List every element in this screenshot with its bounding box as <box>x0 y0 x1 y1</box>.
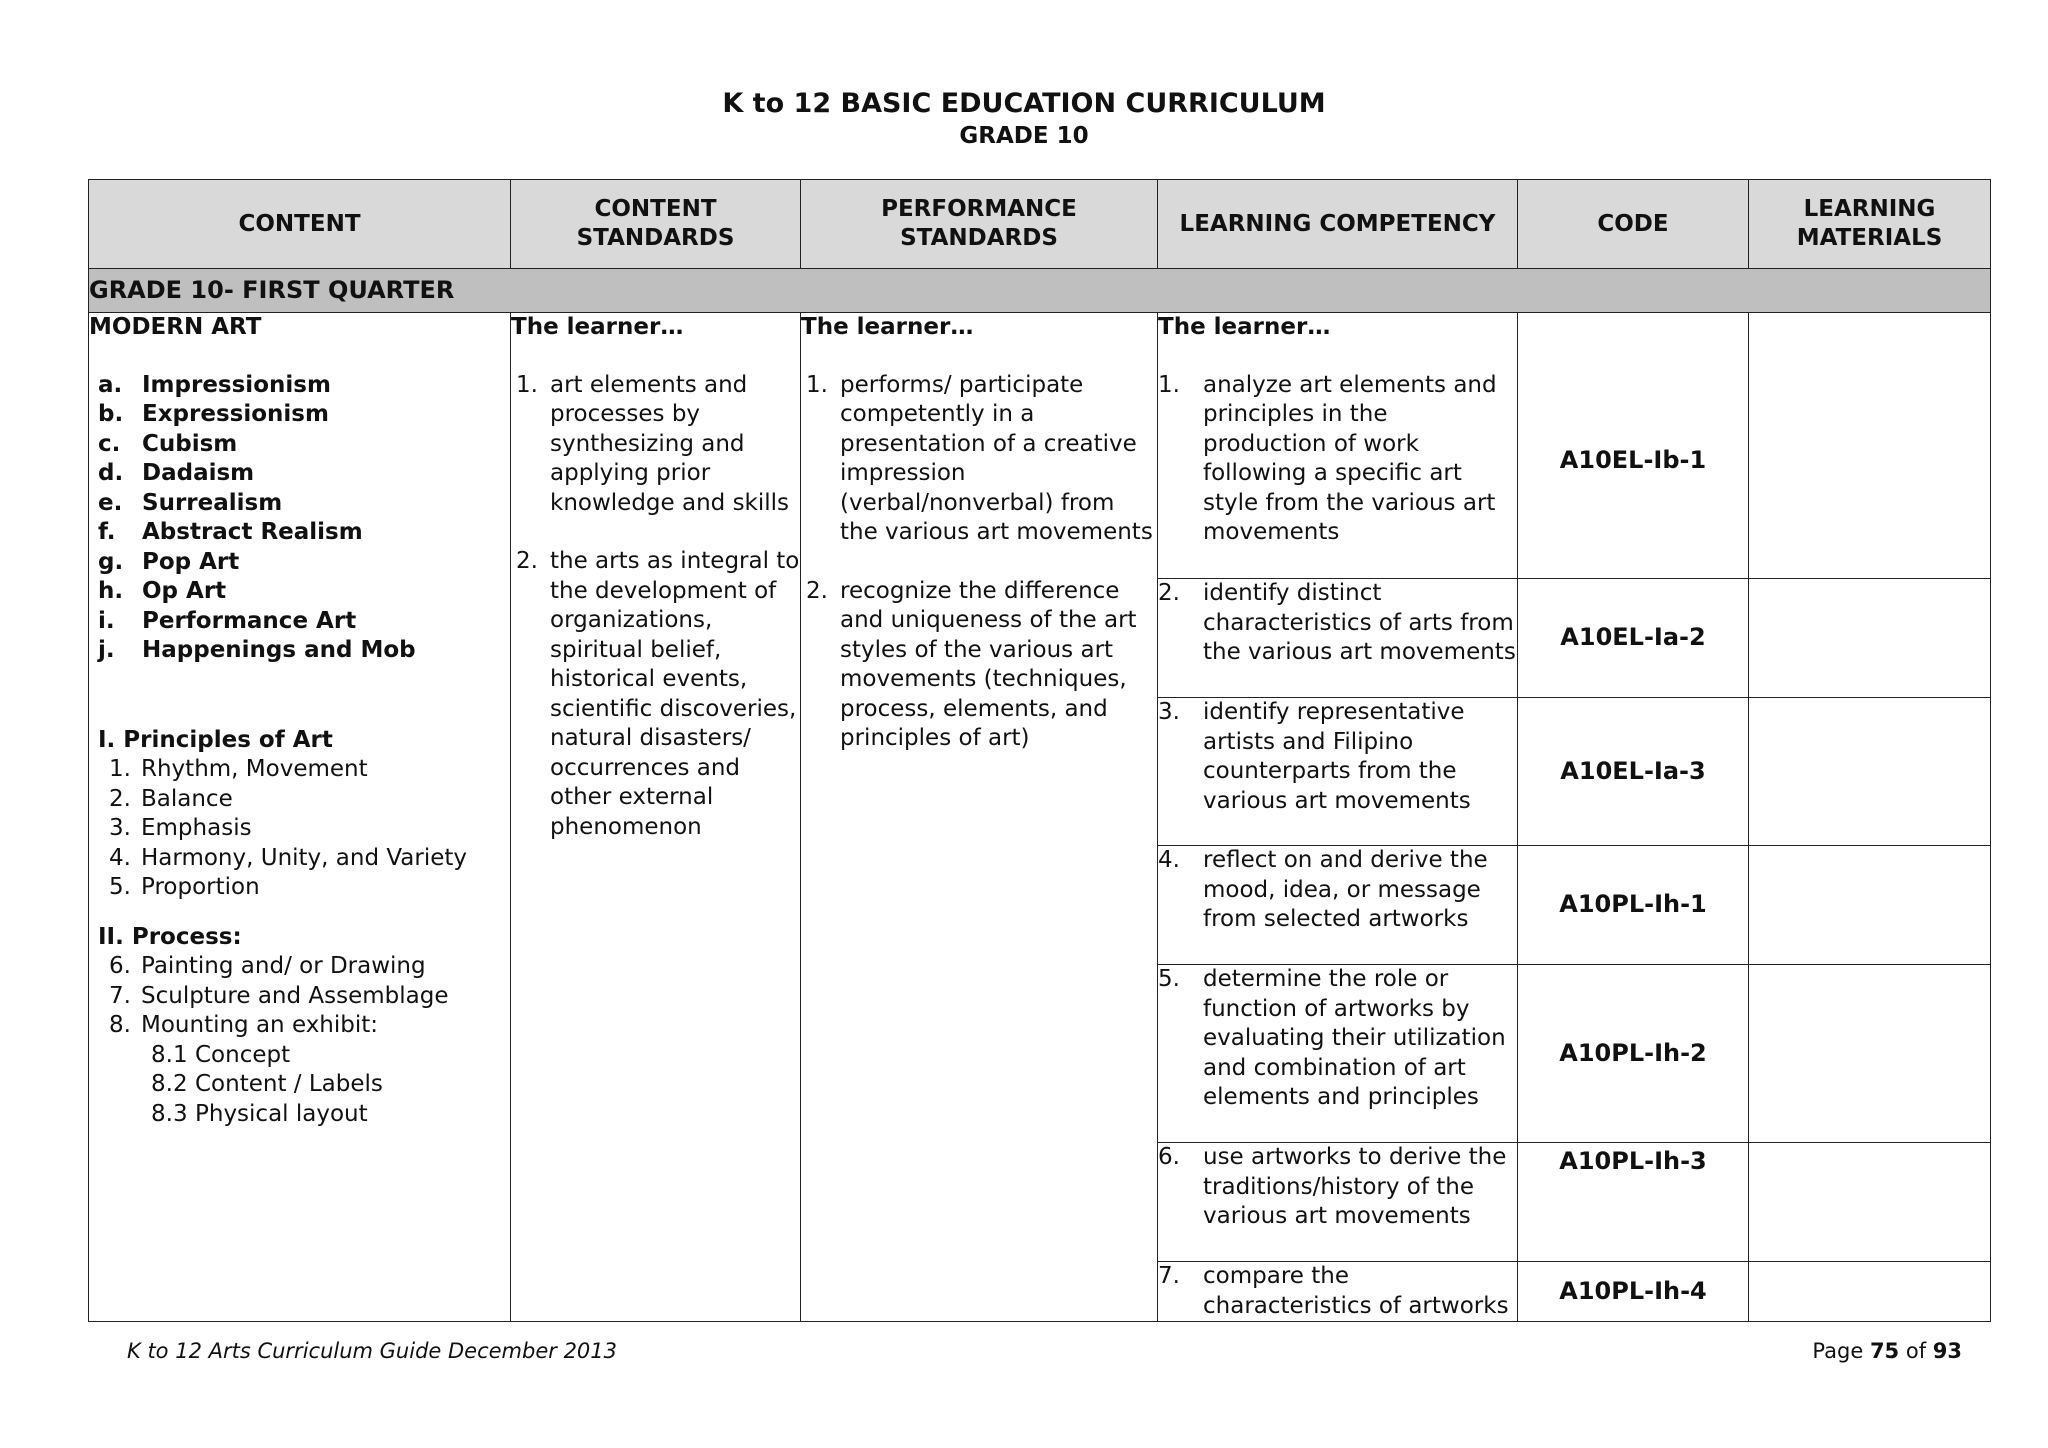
competency-cell <box>1158 846 1518 965</box>
list-item: 2. identify distinct characteristics of arts from the various art movements <box>1158 580 1516 665</box>
list-item: g. Pop Art <box>98 548 240 575</box>
column-header-learning-materials: LEARNING MATERIALS <box>1749 180 1991 269</box>
list-item: 3. Emphasis <box>109 815 252 841</box>
list-item: 6. Painting and/ or Drawing <box>109 953 426 979</box>
list-item: 3. identify representative artists and Filipino counterparts from the various art movements <box>1158 699 1471 814</box>
list-item: e. Surrealism <box>98 489 283 516</box>
list-item: 7. compare the characteristics of artworks <box>1158 1263 1509 1319</box>
content-standards-cell <box>511 313 801 1322</box>
code-cell: A10PL-Ih-1 <box>1518 846 1749 965</box>
list-item: 1. Rhythm, Movement <box>109 756 368 782</box>
movements-list <box>89 371 510 666</box>
code-cell: A10EL-Ia-2 <box>1518 579 1749 698</box>
materials-cell <box>1749 846 1991 965</box>
column-header-content-standards: CONTENT STANDARDS <box>511 180 801 269</box>
competency-lead: The learner… <box>1158 314 1331 340</box>
list-item: 2. recognize the difference and uniqueness of the art styles of the various art movements (techniques, process, elements, and principles of art) <box>806 577 1137 751</box>
page-indicator: Page 75 of 93 <box>1812 1339 1962 1363</box>
materials-cell <box>1749 698 1991 846</box>
list-item: 2. the arts as integral to the development of organizations, spiritual belief, historical events, scientific discoveries, natural disasters/ occurrences and other external phenomenon <box>516 548 800 840</box>
page-number: 75 <box>1869 1339 1900 1363</box>
materials-cell <box>1749 1143 1991 1262</box>
process-list <box>89 952 510 1041</box>
column-header-code: CODE <box>1518 180 1749 269</box>
list-item: 1. performs/ participate competently in a presentation of a creative impression (verbal/nonverbal) from the various art movements <box>806 371 1153 545</box>
content-standards-lead: The learner… <box>511 314 684 340</box>
code-cell: A10PL-Ih-4 <box>1518 1262 1749 1322</box>
code-cell: A10PL-Ih-2 <box>1518 965 1749 1143</box>
code-cell: A10PL-Ih-3 <box>1518 1143 1749 1262</box>
header-row <box>89 180 1991 269</box>
quarter-label: GRADE 10- FIRST QUARTER <box>89 269 1991 313</box>
list-item: i. Performance Art <box>98 607 357 634</box>
competency-cell <box>1158 698 1518 846</box>
content-cell <box>89 313 511 1322</box>
document-title: K to 12 BASIC EDUCATION CURRICULUM <box>722 88 1326 119</box>
list-item: 5. Proportion <box>109 874 260 900</box>
quarter-row <box>89 269 1991 313</box>
list-item: 8.2 Content / Labels <box>151 1071 383 1097</box>
list-item: 8. Mounting an exhibit: <box>109 1012 379 1038</box>
competency-cell <box>1158 1143 1518 1262</box>
footer-guide-label: K to 12 Arts Curriculum Guide December 2013 <box>127 1339 618 1363</box>
column-header-performance-standards: PERFORMANCE STANDARDS <box>801 180 1158 269</box>
materials-cell <box>1749 1262 1991 1322</box>
list-item: 7. Sculpture and Assemblage <box>109 982 449 1009</box>
process-heading: II. Process: <box>98 923 242 950</box>
list-item: d. Dadaism <box>98 460 255 486</box>
list-item: b. Expressionism <box>98 401 329 427</box>
content-heading: MODERN ART <box>89 314 262 340</box>
materials-cell <box>1749 313 1991 579</box>
list-item: j. Happenings and Mob <box>98 637 416 663</box>
grade-subtitle: GRADE 10 <box>959 123 1089 149</box>
list-item: 5. determine the role or function of artworks by evaluating their utilization and combination of art elements and principles <box>1158 966 1506 1110</box>
page-total: 93 <box>1932 1339 1962 1363</box>
list-item: f. Abstract Realism <box>98 519 363 545</box>
list-item: 1. analyze art elements and principles in the production of work following a specific art style from the various art movements <box>1158 371 1497 545</box>
column-header-learning-competency: LEARNING COMPETENCY <box>1158 180 1518 269</box>
competency-cell <box>1158 965 1518 1143</box>
list-item: 4. reflect on and derive the mood, idea, or message from selected artworks <box>1158 847 1488 932</box>
code-cell: A10EL-Ia-3 <box>1518 698 1749 846</box>
table-row <box>89 313 1991 579</box>
performance-standards-cell <box>801 313 1158 1322</box>
principles-list <box>89 755 510 903</box>
performance-standards-lead: The learner… <box>801 314 974 340</box>
materials-cell <box>1749 965 1991 1143</box>
list-item: 6. use artworks to derive the traditions/history of the various art movements <box>1158 1144 1507 1229</box>
code-cell: A10EL-Ib-1 <box>1518 313 1749 579</box>
list-item: h. Op Art <box>98 578 227 604</box>
list-item: 2. Balance <box>109 785 233 812</box>
list-item: 4. Harmony, Unity, and Variety <box>109 844 468 871</box>
materials-cell <box>1749 579 1991 698</box>
column-header-content: CONTENT <box>89 180 511 269</box>
competency-cell <box>1158 313 1518 579</box>
competency-cell <box>1158 1262 1518 1322</box>
principles-heading: I. Principles of Art <box>98 726 333 753</box>
competency-cell <box>1158 579 1518 698</box>
list-item: a. Impressionism <box>98 371 331 398</box>
exhibit-list <box>89 1041 510 1130</box>
curriculum-table <box>88 179 1991 1322</box>
list-item: c. Cubism <box>98 430 238 457</box>
list-item: 8.1 Concept <box>151 1041 291 1068</box>
list-item: 8.3 Physical layout <box>151 1100 368 1127</box>
list-item: 1. art elements and processes by synthesizing and applying prior knowledge and skills <box>516 371 790 516</box>
